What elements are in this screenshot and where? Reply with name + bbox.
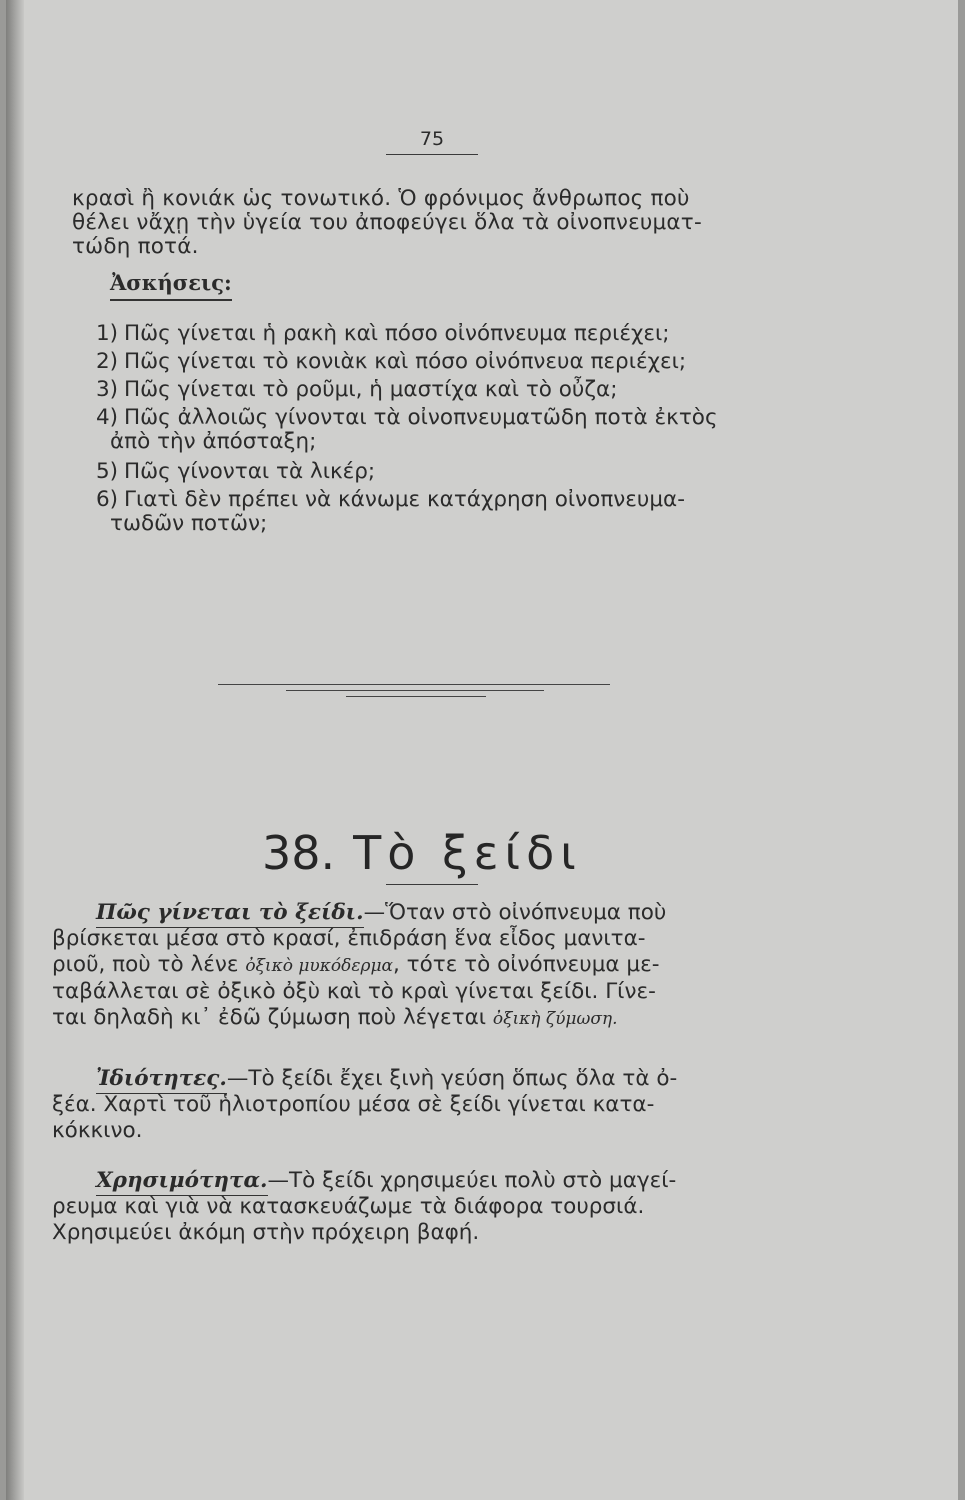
section-text: Χρησιμεύει ἀκόμη στὴν πρόχειρη βαφή.	[52, 1220, 480, 1245]
separator-rule	[286, 690, 544, 691]
exercise-text: Πῶς γίνεται ἡ ρακὴ καὶ πόσο οἰνόπνευμα περιέχει;	[124, 321, 670, 346]
exercises-heading: Ἀσκήσεις:	[110, 270, 232, 301]
intro-line: θέλει νἄχῃ τὴν ὑγεία του ἀποφεύγει ὅλα τὰ οἰνοπνευματ-	[72, 210, 702, 235]
exercise-text: Πῶς γίνονται τὰ λικέρ;	[124, 459, 376, 484]
section-text: βρίσκεται μέσα στὸ κρασί, ἐπιδράση ἕνα εἶδος μανιτα-	[52, 926, 646, 951]
exercise-item	[96, 488, 796, 536]
exercise-item	[96, 460, 796, 484]
section-lead: Ἰδιότητες.	[96, 1066, 227, 1094]
section-text: ται δηλαδὴ κι᾽ ἐδῶ ζύμωση ποὺ λέγεται	[52, 1005, 493, 1030]
exercise-item	[96, 350, 796, 374]
intro-line: τώδη ποτά.	[72, 234, 199, 259]
section-text: —Τὸ ξείδι χρησιμεύει πολὺ στὸ μαγεί-	[267, 1168, 677, 1193]
section-properties	[52, 1066, 772, 1144]
exercise-number: 3)	[96, 377, 119, 402]
exercise-number: 5)	[96, 459, 119, 484]
section-text: ρευμα καὶ γιὰ νὰ κατασκευάζωμε τὰ διάφορα τουρσιά.	[52, 1194, 645, 1219]
exercise-number: 2)	[96, 349, 119, 374]
section-production	[52, 900, 772, 1032]
page-gutter-shadow	[6, 0, 24, 1500]
exercise-number: 6)	[96, 487, 119, 512]
italic-term: ὀξικὴ ζύμωση.	[492, 1009, 618, 1029]
exercise-item	[96, 406, 796, 454]
chapter-number: 38.	[262, 826, 336, 880]
section-text: ριοῦ, ποὺ τὸ λένε	[52, 952, 246, 977]
exercise-number: 4)	[96, 405, 119, 430]
separator-rule	[218, 684, 610, 685]
exercise-number: 1)	[96, 321, 119, 346]
exercise-item	[96, 322, 796, 346]
exercise-text: Γιατὶ δὲν πρέπει νὰ κάνωμε κατάχρηση οἰνοπνευμα-	[124, 487, 685, 512]
separator-rule	[346, 696, 486, 697]
title-underline	[386, 884, 478, 885]
exercise-item	[96, 378, 796, 402]
exercise-text: Πῶς ἀλλοιῶς γίνονται τὰ οἰνοπνευματῶδη ποτὰ ἐκτὸς	[124, 405, 718, 430]
intro-line: κρασὶ ἢ κονιάκ ὡς τονωτικό. Ὁ φρόνιμος ἄνθρωπος ποὺ	[72, 186, 690, 211]
exercise-text: Πῶς γίνεται τὸ ροῦμι, ἡ μαστίχα καὶ τὸ οὖζα;	[124, 377, 618, 402]
section-text: ξέα. Χαρτὶ τοῦ ἡλιοτροπίου μέσα σὲ ξείδι γίνεται κατα-	[52, 1092, 655, 1117]
chapter-heading: Τὸ ξείδι	[353, 826, 582, 880]
section-text: , τότε τὸ οἰνόπνευμα με-	[393, 952, 660, 977]
section-text: —Τὸ ξείδι ἔχει ξινὴ γεύση ὅπως ὅλα τὰ ὀ-	[226, 1066, 678, 1091]
section-lead: Πῶς γίνεται τὸ ξείδι.	[96, 900, 364, 928]
section-lead: Χρησιμότητα.	[96, 1168, 268, 1196]
section-text: ταβάλλεται σὲ ὀξικὸ ὀξὺ καὶ τὸ κραὶ γίνεται ξείδι. Γίνε-	[52, 979, 656, 1004]
page-number: 75	[386, 128, 478, 155]
intro-paragraph	[72, 187, 792, 259]
exercise-text-continued: τωδῶν ποτῶν;	[110, 511, 268, 536]
chapter-title	[262, 826, 582, 880]
exercise-text: Πῶς γίνεται τὸ κονιὰκ καὶ πόσο οἰνόπνευα περιέχει;	[124, 349, 687, 374]
section-uses	[52, 1168, 772, 1246]
exercise-text-continued: ἀπὸ τὴν ἀπόσταξη;	[110, 429, 317, 454]
section-text: κόκκινο.	[52, 1118, 143, 1143]
section-text: —Ὅταν στὸ οἰνόπνευμα ποὺ	[363, 900, 667, 925]
book-page	[6, 0, 958, 1500]
italic-term: ὀξικὸ μυκόδερμα	[245, 956, 394, 976]
